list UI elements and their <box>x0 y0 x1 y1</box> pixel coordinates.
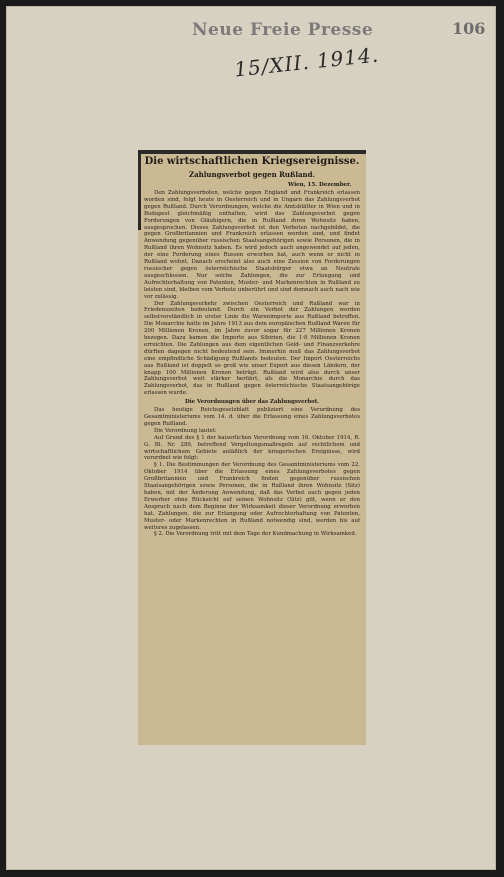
clipping-left-rule <box>138 150 141 230</box>
paragraph: § 1. Die Bestimmungen der Verordnung des Gesamtministeriums vom 22. Oktober 1914 über die Erlassung eines Zahlungsverbotes gegen Großbritannien und Frankreich finden gegenüber russischen Staatsangehörigen sowie Personen, die in Rußland ihren Wohnsitz (Sitz) haben, mit der Änderung Anwendung, daß das Verbot auch gegen jeden Erwerber ohne Rücksicht auf seinen Wohnsitz (Sitz) gilt, wenn er den Anspruch nach dem Beginne der Wirksamkeit dieser Verordnung erworben hat. Zahlungen, die zur Erlangung oder Aufrechterhaltung von Patenten, Muster- oder Markenrechten in Rußland notwendig sind, werden bis auf weiteres zugelassen. <box>144 462 360 531</box>
paragraph: Das heutige Reichsgesetzblatt publiziert eine Verordnung des Gesamtministeriums vom 14. d. über die Erlassung eines Zahlungsverbotes gegen Rußland. <box>144 407 360 427</box>
clipping-body <box>144 190 360 538</box>
handwritten-date: 15/XII. 1914. <box>233 42 381 82</box>
masthead: Neue Freie Presse <box>192 20 374 40</box>
paragraph: § 2. Die Verordnung tritt mit dem Tage der Kundmachung in Wirksamkeit. <box>154 531 357 538</box>
clipping-dateline: Wien, 15. Dezember. <box>288 182 352 188</box>
clipping-headline: Die wirtschaftlichen Kriegsereignisse. <box>144 156 360 167</box>
paragraph: Auf Grund des § 1 der kaiserlichen Verordnung vom 16. Oktober 1914, R. G. Bl. Nr. 289, betreffend Vergeltungsmaßregeln auf rechtlichem und wirtschaftlichem Gebiete anläßlich der kriegerischen Ereignisse, wird verordnet wie folgt: <box>144 434 360 462</box>
paragraph: Der Zahlungsverkehr zwischen Oesterreich und Rußland war in Friedenszeiten bedeutend. Durch ein Verbot der Zahlungen werden selbstverständlich in erster Linie die Warenimporte aus Rußland betroffen. Die Monarchie hatte im Jahre 1913 aus dem europäischen Rußland Waren für 200 Millionen Kronen, im Jahre zuvor sogar für 227 Millionen Kronen bezogen. Dazu kamen die Importe aus Sibirien, die 1·8 Millionen Kronen erreichten. Die Zahlungen aus dem eigentlichen Geld- und Finanzverkehre dürften dagegen nicht bedeutend sein. Immerhin muß das Zahlungsverbot eine empfindliche Schädigung Rußlands bedeuten. Der Import Oesterreichs aus Rußland ist doppelt so groß wie unser Export aus diesen Ländern, der knapp 100 Millionen Kronen beträgt. Rußland wird also durch unser Zahlungsverbot weit stärker berührt, als die Monarchie durch das Zahlungsverbot, das in Rußland gegen österreichische Staatsangehörige erlassen wurde. <box>144 300 360 397</box>
clipping-subhead: Zahlungsverbot gegen Rußland. <box>189 170 315 179</box>
paragraph: Den Zahlungsverboten, welche gegen England und Frankreich erlassen worden sind, folgt heute in Oesterreich und in Ungarn das Zahlungsverbot gegen Rußland. Durch Verordnungen, welche die Amtsblätter in Wien und in Budapest gleichmäßig enthalten, wird das Zahlungsverbot gegen Forderungen von Gläubigern, die in Rußland ihren Wohnsitz haben, ausgesprochen. Dieses Zahlungsverbot ist den Verboten nachgebildet, die gegen Großbritannien und Frankreich erlassen worden sind, und findet Anwendung gegenüber russischen Staatsangehörigen sowie Personen, die in Rußland ihren Wohnsitz haben. Es wird jedoch auch angewendet auf jeden, der eine Forderung eines Russen erworben hat, auch wenn er nicht in Rußland wohnt. Danach erscheint also auch eine Zession von Forderungen russischer gegen österreichische Staatsbürger etwa an Neutrale ausgeschlossen. Nur solche Zahlungen, die zur Erlangung und Aufrechterhaltung von Patenten, Muster- und Markenrechten in Rußland zu leisten sind, bleiben vom Verbote unberührt und sind demnach auch nach wie vor zulässig. <box>144 190 360 300</box>
paragraph: Die Verordnung lautet: <box>154 427 217 434</box>
section-heading: Die Verordnungen über das Zahlungsverbot. <box>184 399 320 406</box>
clipping-top-rule <box>138 150 366 154</box>
page-number: 106 <box>452 19 486 38</box>
newspaper-clipping <box>138 150 366 745</box>
